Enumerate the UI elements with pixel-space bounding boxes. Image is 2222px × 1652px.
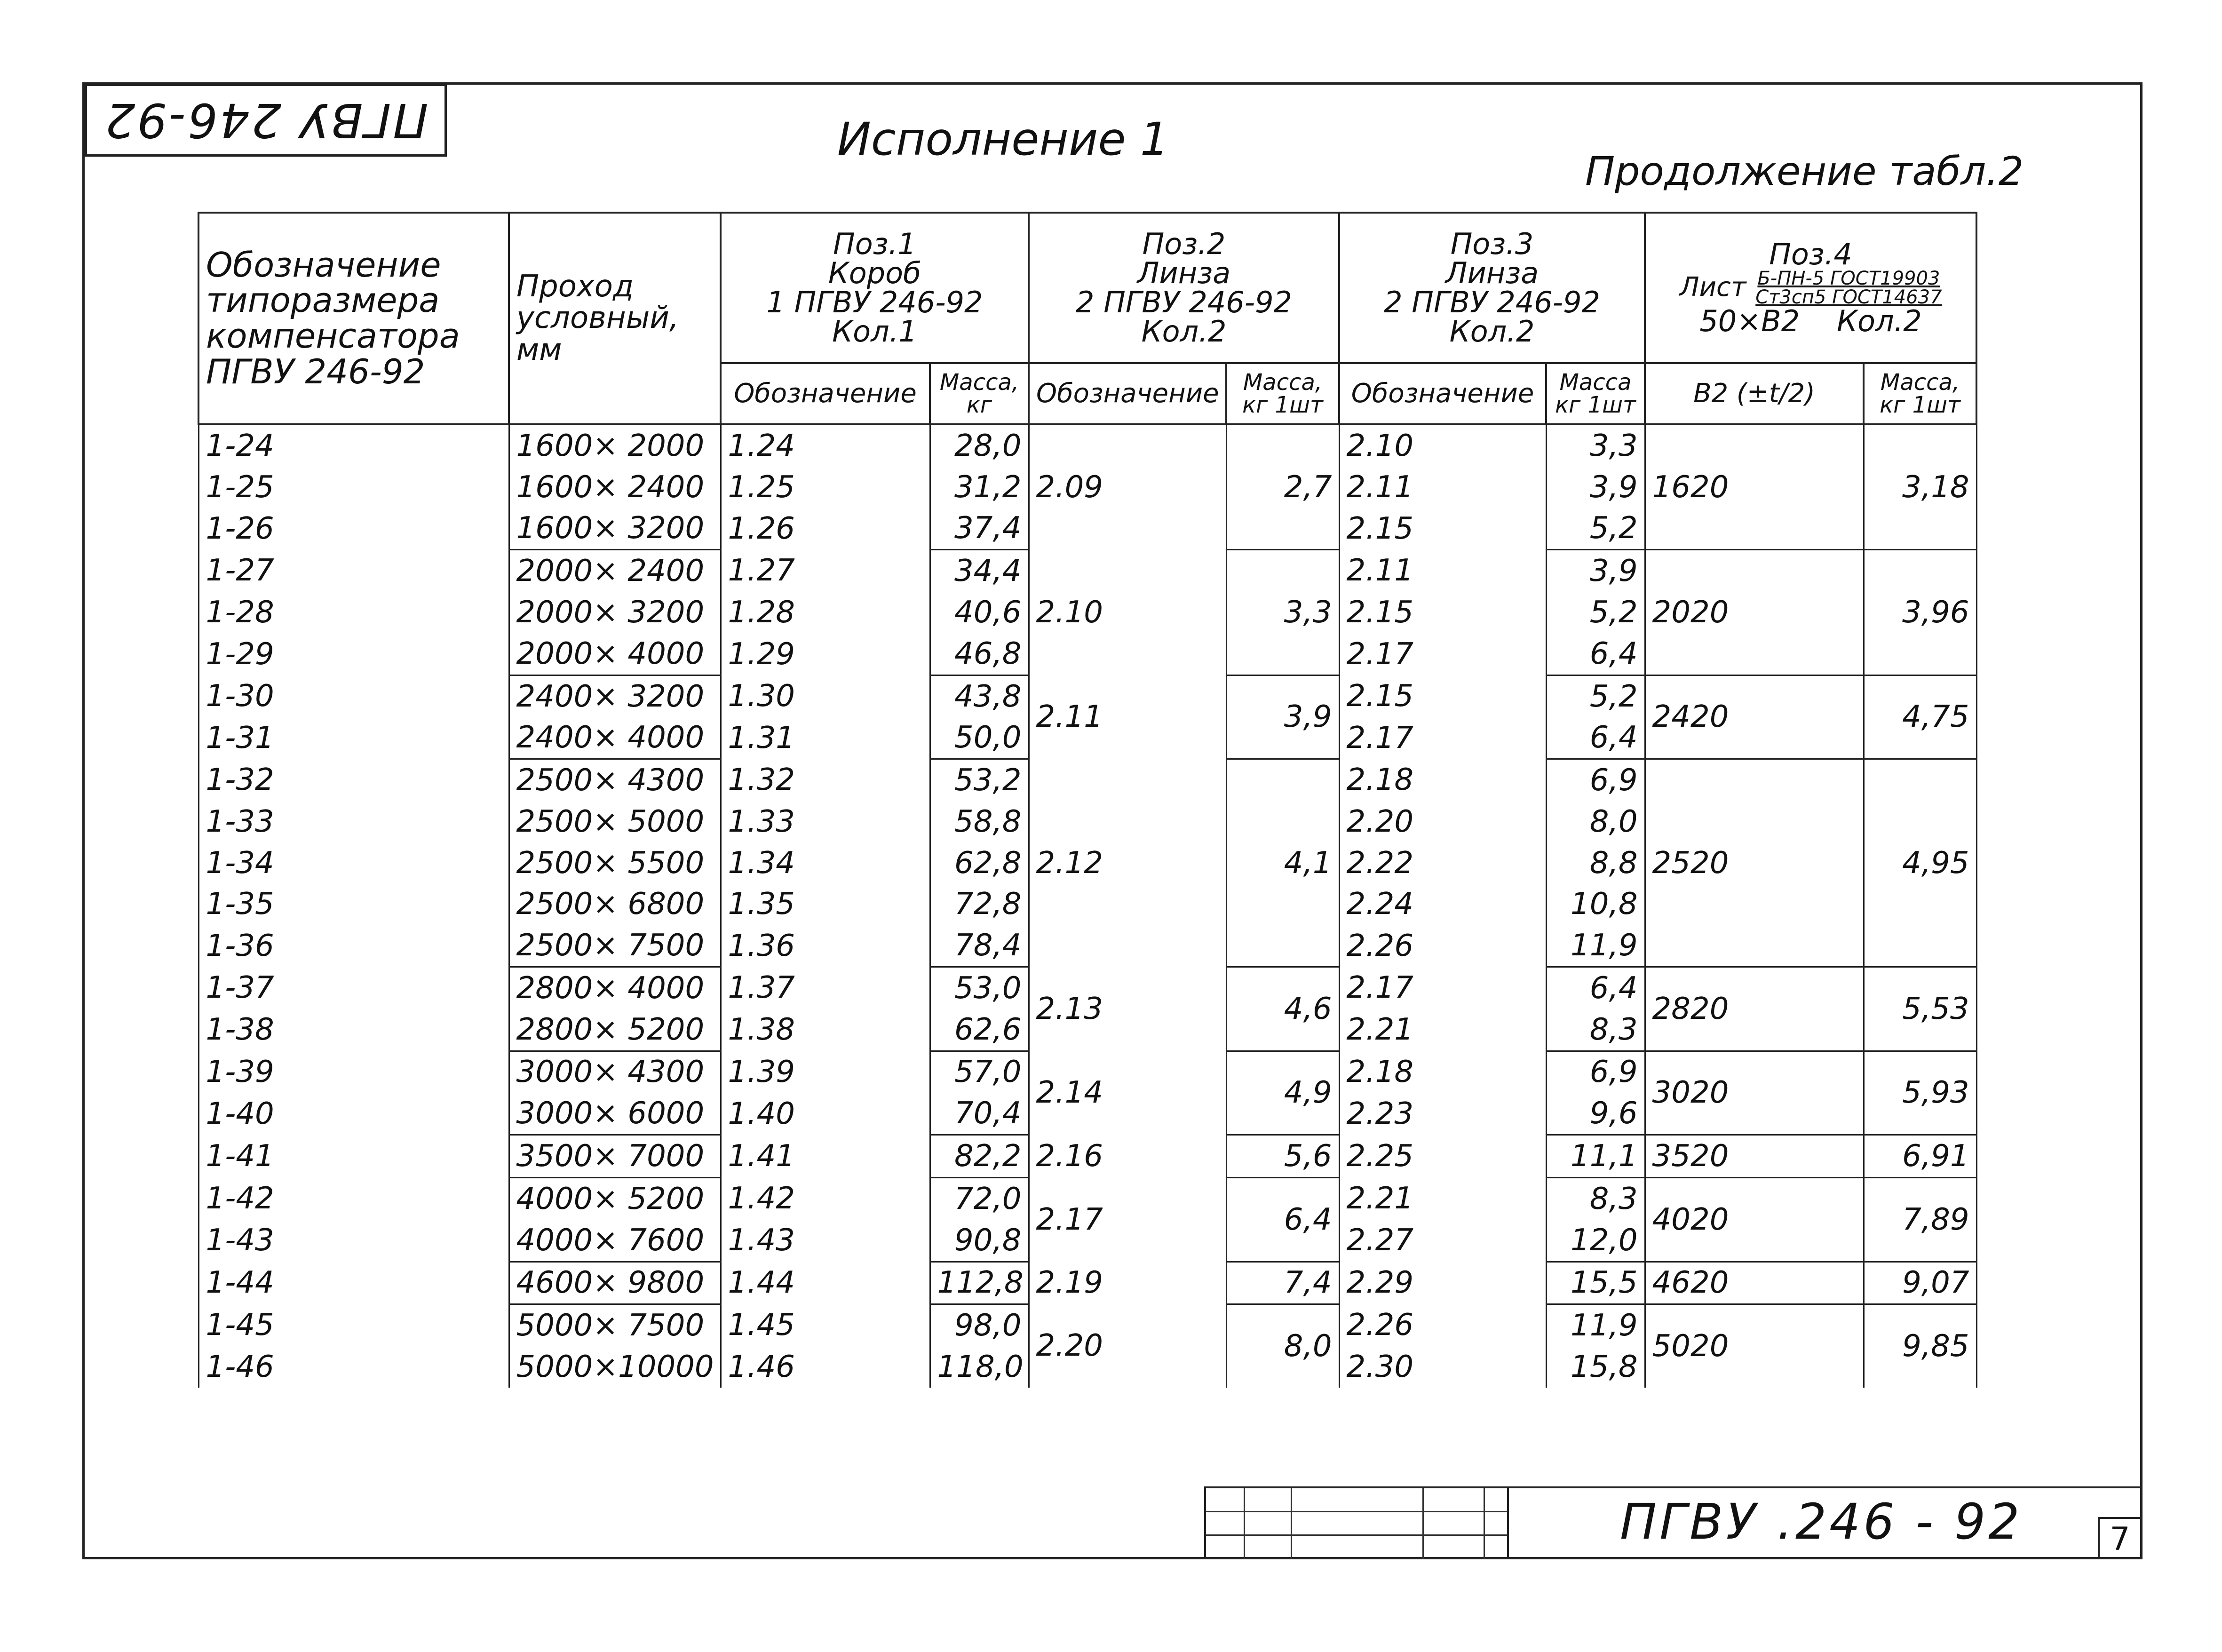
- pos3-qty: Кол.2: [1449, 314, 1535, 349]
- cell-pos1-mass: 112,8: [930, 1262, 1029, 1304]
- cell-pos4-mass: 5,93: [1864, 1051, 1976, 1135]
- cell-designation: 1-28: [198, 592, 509, 633]
- cell-pos1-design: 1.36: [721, 925, 930, 967]
- table-row: [198, 1177, 1976, 1219]
- cell-pos3-design: 2.18: [1339, 759, 1546, 801]
- cell-designation: 1-31: [198, 717, 509, 759]
- cell-pos2-design: 2.12: [1029, 759, 1226, 967]
- pos2-col-design: Обозначение: [1029, 363, 1226, 424]
- cell-pos4-b2: 3520: [1645, 1135, 1864, 1178]
- cell-pos4-b2: 2420: [1645, 675, 1864, 759]
- cell-pos2-mass: 5,6: [1226, 1135, 1339, 1178]
- cell-prohod: 2000× 4000: [509, 633, 721, 675]
- hdr-pos2: [1029, 213, 1339, 363]
- cell-pos3-mass: 11,9: [1546, 925, 1645, 967]
- table-row: [198, 1135, 1976, 1178]
- cell-pos2-mass: 4,1: [1226, 759, 1339, 967]
- cell-pos3-design: 2.27: [1339, 1220, 1546, 1262]
- pos4-sheet-bottom: Ст3сп5 ГОСТ14637: [1755, 286, 1942, 308]
- pos4-col-mass: Масса, кг 1шт: [1864, 363, 1976, 424]
- cell-pos3-design: 2.10: [1339, 424, 1546, 467]
- cell-pos1-design: 1.31: [721, 717, 930, 759]
- cell-pos1-design: 1.43: [721, 1220, 930, 1262]
- cell-pos4-b2: 4620: [1645, 1262, 1864, 1304]
- cell-pos4-mass: 7,89: [1864, 1177, 1976, 1262]
- cell-prohod: 2400× 3200: [509, 675, 721, 717]
- cell-pos4-b2: 2020: [1645, 550, 1864, 675]
- cell-pos3-design: 2.17: [1339, 717, 1546, 759]
- cell-designation: 1-24: [198, 424, 509, 467]
- cell-pos3-mass: 8,0: [1546, 801, 1645, 842]
- cell-pos2-mass: 4,9: [1226, 1051, 1339, 1135]
- cell-pos3-mass: 6,9: [1546, 759, 1645, 801]
- cell-prohod: 2000× 3200: [509, 592, 721, 633]
- pos2-col-mass: Масса, кг 1шт: [1226, 363, 1339, 424]
- cell-pos4-b2: 5020: [1645, 1304, 1864, 1388]
- cell-pos1-mass: 98,0: [930, 1304, 1029, 1346]
- cell-pos1-mass: 72,8: [930, 883, 1029, 925]
- cell-pos4-mass: 9,07: [1864, 1262, 1976, 1304]
- cell-prohod: 3000× 4300: [509, 1051, 721, 1093]
- cell-designation: 1-43: [198, 1220, 509, 1262]
- cell-pos3-design: 2.20: [1339, 801, 1546, 842]
- cell-pos2-design: 2.11: [1029, 675, 1226, 759]
- cell-pos1-mass: 62,6: [930, 1009, 1029, 1051]
- pos4-size: 50×В2: [1699, 304, 1800, 338]
- pos1-col-mass: Масса, кг: [930, 363, 1029, 424]
- table-row: [198, 1262, 1976, 1304]
- cell-pos3-design: 2.23: [1339, 1093, 1546, 1135]
- title-block-grid: [1206, 1488, 1507, 1559]
- cell-pos3-design: 2.21: [1339, 1177, 1546, 1219]
- cell-designation: 1-33: [198, 801, 509, 842]
- cell-prohod: 2800× 4000: [509, 967, 721, 1009]
- cell-designation: 1-37: [198, 967, 509, 1009]
- spec-table: [198, 212, 1977, 1388]
- pos2-name: Линза: [1137, 256, 1231, 290]
- cell-pos3-design: 2.11: [1339, 467, 1546, 508]
- rotated-doc-stamp: [85, 84, 447, 157]
- cell-pos3-mass: 6,9: [1546, 1051, 1645, 1093]
- cell-pos1-design: 1.46: [721, 1346, 930, 1388]
- pos3-doc: 2 ПГВУ 246-92: [1384, 285, 1601, 319]
- cell-pos1-design: 1.28: [721, 592, 930, 633]
- cell-designation: 1-44: [198, 1262, 509, 1304]
- cell-pos3-mass: 15,8: [1546, 1346, 1645, 1388]
- cell-pos4-b2: 4020: [1645, 1177, 1864, 1262]
- pos4-size-row: [1652, 304, 1969, 338]
- pos1-qty: Кол.1: [832, 314, 917, 349]
- cell-pos1-design: 1.44: [721, 1262, 930, 1304]
- cell-pos1-design: 1.26: [721, 508, 930, 550]
- spec-table-body: [198, 424, 1976, 1388]
- cell-prohod: 5000×10000: [509, 1346, 721, 1388]
- cell-pos2-mass: 8,0: [1226, 1304, 1339, 1388]
- cell-pos1-mass: 34,4: [930, 550, 1029, 592]
- cell-pos3-design: 2.17: [1339, 633, 1546, 675]
- cell-pos3-design: 2.22: [1339, 842, 1546, 884]
- cell-pos1-design: 1.33: [721, 801, 930, 842]
- pos2-title: Поз.2: [1142, 227, 1226, 261]
- cell-pos3-mass: 8,3: [1546, 1177, 1645, 1219]
- table-continuation-note: Продолжение табл.2: [1585, 148, 2024, 194]
- hdr-pos1: [721, 213, 1029, 363]
- cell-prohod: 2500× 5500: [509, 842, 721, 884]
- cell-prohod: 2400× 4000: [509, 717, 721, 759]
- cell-pos2-mass: 2,7: [1226, 424, 1339, 550]
- cell-pos3-mass: 3,9: [1546, 550, 1645, 592]
- hdr-pos3: [1339, 213, 1645, 363]
- cell-pos3-mass: 6,4: [1546, 717, 1645, 759]
- cell-pos3-mass: 11,1: [1546, 1135, 1645, 1178]
- cell-pos3-design: 2.25: [1339, 1135, 1546, 1178]
- cell-prohod: 2500× 7500: [509, 925, 721, 967]
- cell-pos1-mass: 62,8: [930, 842, 1029, 884]
- cell-prohod: 4600× 9800: [509, 1262, 721, 1304]
- cell-prohod: 3000× 6000: [509, 1093, 721, 1135]
- pos3-title: Поз.3: [1450, 227, 1534, 261]
- cell-pos3-mass: 5,2: [1546, 508, 1645, 550]
- cell-prohod: 2500× 6800: [509, 883, 721, 925]
- cell-pos3-mass: 11,9: [1546, 1304, 1645, 1346]
- cell-pos1-design: 1.38: [721, 1009, 930, 1051]
- cell-prohod: 2500× 5000: [509, 801, 721, 842]
- cell-pos1-mass: 31,2: [930, 467, 1029, 508]
- cell-prohod: 4000× 7600: [509, 1220, 721, 1262]
- cell-pos1-design: 1.45: [721, 1304, 930, 1346]
- cell-prohod: 1600× 2000: [509, 424, 721, 467]
- cell-pos3-design: 2.11: [1339, 550, 1546, 592]
- table-row: [198, 675, 1976, 717]
- cell-designation: 1-40: [198, 1093, 509, 1135]
- cell-pos3-mass: 8,3: [1546, 1009, 1645, 1051]
- cell-pos2-design: 2.17: [1029, 1177, 1226, 1262]
- cell-pos1-design: 1.27: [721, 550, 930, 592]
- cell-pos3-design: 2.15: [1339, 508, 1546, 550]
- cell-designation: 1-26: [198, 508, 509, 550]
- title-block-divider: [1507, 1488, 1509, 1559]
- page-title: Исполнение 1: [837, 113, 1169, 166]
- cell-pos2-mass: 6,4: [1226, 1177, 1339, 1262]
- cell-pos1-design: 1.25: [721, 467, 930, 508]
- cell-pos1-design: 1.39: [721, 1051, 930, 1093]
- cell-pos2-design: 2.14: [1029, 1051, 1226, 1135]
- cell-pos4-mass: 3,18: [1864, 424, 1976, 550]
- cell-designation: 1-25: [198, 467, 509, 508]
- pos1-doc: 1 ПГВУ 246-92: [766, 285, 983, 319]
- pos4-title: Поз.4: [1769, 237, 1852, 271]
- cell-pos2-mass: 4,6: [1226, 967, 1339, 1051]
- cell-pos4-mass: 9,85: [1864, 1304, 1976, 1388]
- cell-designation: 1-39: [198, 1051, 509, 1093]
- table-row: [198, 550, 1976, 592]
- cell-pos3-mass: 10,8: [1546, 883, 1645, 925]
- table-row: [198, 1051, 1976, 1093]
- rotated-doc-code: ПГВУ 246-92: [103, 93, 429, 148]
- cell-pos4-b2: 3020: [1645, 1051, 1864, 1135]
- cell-pos1-mass: 90,8: [930, 1220, 1029, 1262]
- cell-pos3-mass: 12,0: [1546, 1220, 1645, 1262]
- sheet-number: 7: [2098, 1517, 2140, 1559]
- cell-pos3-design: 2.26: [1339, 1304, 1546, 1346]
- cell-pos4-mass: 3,96: [1864, 550, 1976, 675]
- cell-pos3-design: 2.29: [1339, 1262, 1546, 1304]
- cell-pos3-mass: 8,8: [1546, 842, 1645, 884]
- cell-pos1-mass: 46,8: [930, 633, 1029, 675]
- cell-prohod: 1600× 3200: [509, 508, 721, 550]
- pos1-col-design: Обозначение: [721, 363, 930, 424]
- cell-pos3-design: 2.15: [1339, 675, 1546, 717]
- cell-prohod: 4000× 5200: [509, 1177, 721, 1219]
- cell-pos4-mass: 4,95: [1864, 759, 1976, 967]
- cell-pos1-mass: 78,4: [930, 925, 1029, 967]
- cell-designation: 1-38: [198, 1009, 509, 1051]
- cell-pos3-design: 2.15: [1339, 592, 1546, 633]
- cell-prohod: 3500× 7000: [509, 1135, 721, 1178]
- pos3-name: Линза: [1445, 256, 1539, 290]
- cell-pos1-mass: 57,0: [930, 1051, 1029, 1093]
- pos3-col-mass: Масса кг 1шт: [1546, 363, 1645, 424]
- doc-number: ПГВУ .246 - 92: [1620, 1493, 2023, 1550]
- cell-pos1-design: 1.40: [721, 1093, 930, 1135]
- cell-pos3-mass: 3,9: [1546, 467, 1645, 508]
- title-block: [1204, 1486, 2140, 1557]
- pos4-sheet-spec: [1652, 269, 1969, 307]
- cell-pos1-design: 1.34: [721, 842, 930, 884]
- cell-prohod: 1600× 2400: [509, 467, 721, 508]
- hdr-designation: Обозначение типоразмера компенсатора ПГВУ 246-92: [198, 213, 509, 424]
- cell-pos1-mass: 82,2: [930, 1135, 1029, 1178]
- cell-pos1-mass: 53,2: [930, 759, 1029, 801]
- cell-pos1-mass: 37,4: [930, 508, 1029, 550]
- cell-pos1-design: 1.37: [721, 967, 930, 1009]
- cell-designation: 1-35: [198, 883, 509, 925]
- cell-pos2-design: 2.10: [1029, 550, 1226, 675]
- cell-pos3-design: 2.17: [1339, 967, 1546, 1009]
- cell-pos2-design: 2.13: [1029, 967, 1226, 1051]
- cell-prohod: 2500× 4300: [509, 759, 721, 801]
- cell-prohod: 2800× 5200: [509, 1009, 721, 1051]
- cell-pos1-mass: 53,0: [930, 967, 1029, 1009]
- cell-pos1-mass: 43,8: [930, 675, 1029, 717]
- table-row: [198, 1304, 1976, 1346]
- cell-designation: 1-29: [198, 633, 509, 675]
- table-row: [198, 759, 1976, 801]
- cell-pos1-mass: 118,0: [930, 1346, 1029, 1388]
- cell-pos1-mass: 72,0: [930, 1177, 1029, 1219]
- cell-pos3-design: 2.18: [1339, 1051, 1546, 1093]
- cell-pos3-mass: 6,4: [1546, 967, 1645, 1009]
- cell-pos1-design: 1.35: [721, 883, 930, 925]
- pos2-doc: 2 ПГВУ 246-92: [1076, 285, 1292, 319]
- pos4-col-b2: В2 (±t/2): [1645, 363, 1864, 424]
- cell-pos4-mass: 5,53: [1864, 967, 1976, 1051]
- cell-pos1-design: 1.32: [721, 759, 930, 801]
- cell-pos1-mass: 40,6: [930, 592, 1029, 633]
- cell-designation: 1-46: [198, 1346, 509, 1388]
- cell-pos3-design: 2.26: [1339, 925, 1546, 967]
- pos3-col-design: Обозначение: [1339, 363, 1546, 424]
- pos1-name: Короб: [828, 256, 921, 290]
- pos2-qty: Кол.2: [1141, 314, 1227, 349]
- cell-pos2-mass: 7,4: [1226, 1262, 1339, 1304]
- cell-pos2-mass: 3,3: [1226, 550, 1339, 675]
- cell-designation: 1-41: [198, 1135, 509, 1178]
- cell-pos3-design: 2.21: [1339, 1009, 1546, 1051]
- cell-pos4-b2: 2520: [1645, 759, 1864, 967]
- cell-designation: 1-30: [198, 675, 509, 717]
- cell-pos3-mass: 15,5: [1546, 1262, 1645, 1304]
- cell-pos3-design: 2.30: [1339, 1346, 1546, 1388]
- cell-pos2-mass: 3,9: [1226, 675, 1339, 759]
- cell-pos1-design: 1.24: [721, 424, 930, 467]
- cell-designation: 1-45: [198, 1304, 509, 1346]
- cell-pos1-design: 1.41: [721, 1135, 930, 1178]
- cell-designation: 1-32: [198, 759, 509, 801]
- cell-pos4-b2: 1620: [1645, 424, 1864, 550]
- cell-pos1-design: 1.30: [721, 675, 930, 717]
- table-row: [198, 424, 1976, 467]
- cell-pos1-mass: 70,4: [930, 1093, 1029, 1135]
- hdr-pos4: [1645, 213, 1976, 363]
- cell-prohod: 2000× 2400: [509, 550, 721, 592]
- cell-pos3-mass: 9,6: [1546, 1093, 1645, 1135]
- cell-pos3-mass: 5,2: [1546, 592, 1645, 633]
- pos4-sheet-label: Лист: [1679, 272, 1746, 303]
- cell-pos2-design: 2.19: [1029, 1262, 1226, 1304]
- cell-pos3-design: 2.24: [1339, 883, 1546, 925]
- cell-pos2-design: 2.09: [1029, 424, 1226, 550]
- cell-pos2-design: 2.16: [1029, 1135, 1226, 1178]
- cell-pos4-mass: 6,91: [1864, 1135, 1976, 1178]
- pos4-sheet-top: Б-ПН-5 ГОСТ19903: [1757, 268, 1940, 289]
- cell-designation: 1-36: [198, 925, 509, 967]
- hdr-prohod: Проход условный, мм: [509, 213, 721, 424]
- pos4-sheet-fraction: [1755, 269, 1942, 307]
- cell-prohod: 5000× 7500: [509, 1304, 721, 1346]
- cell-pos2-design: 2.20: [1029, 1304, 1226, 1388]
- cell-pos1-design: 1.29: [721, 633, 930, 675]
- cell-pos3-mass: 6,4: [1546, 633, 1645, 675]
- pos1-title: Поз.1: [833, 227, 916, 261]
- cell-designation: 1-34: [198, 842, 509, 884]
- cell-pos1-mass: 58,8: [930, 801, 1029, 842]
- pos4-qty: Кол.2: [1837, 304, 1922, 338]
- cell-pos4-b2: 2820: [1645, 967, 1864, 1051]
- cell-designation: 1-27: [198, 550, 509, 592]
- cell-pos1-mass: 50,0: [930, 717, 1029, 759]
- cell-pos1-mass: 28,0: [930, 424, 1029, 467]
- cell-pos3-mass: 3,3: [1546, 424, 1645, 467]
- cell-pos3-mass: 5,2: [1546, 675, 1645, 717]
- cell-pos1-design: 1.42: [721, 1177, 930, 1219]
- cell-designation: 1-42: [198, 1177, 509, 1219]
- table-row: [198, 967, 1976, 1009]
- cell-pos4-mass: 4,75: [1864, 675, 1976, 759]
